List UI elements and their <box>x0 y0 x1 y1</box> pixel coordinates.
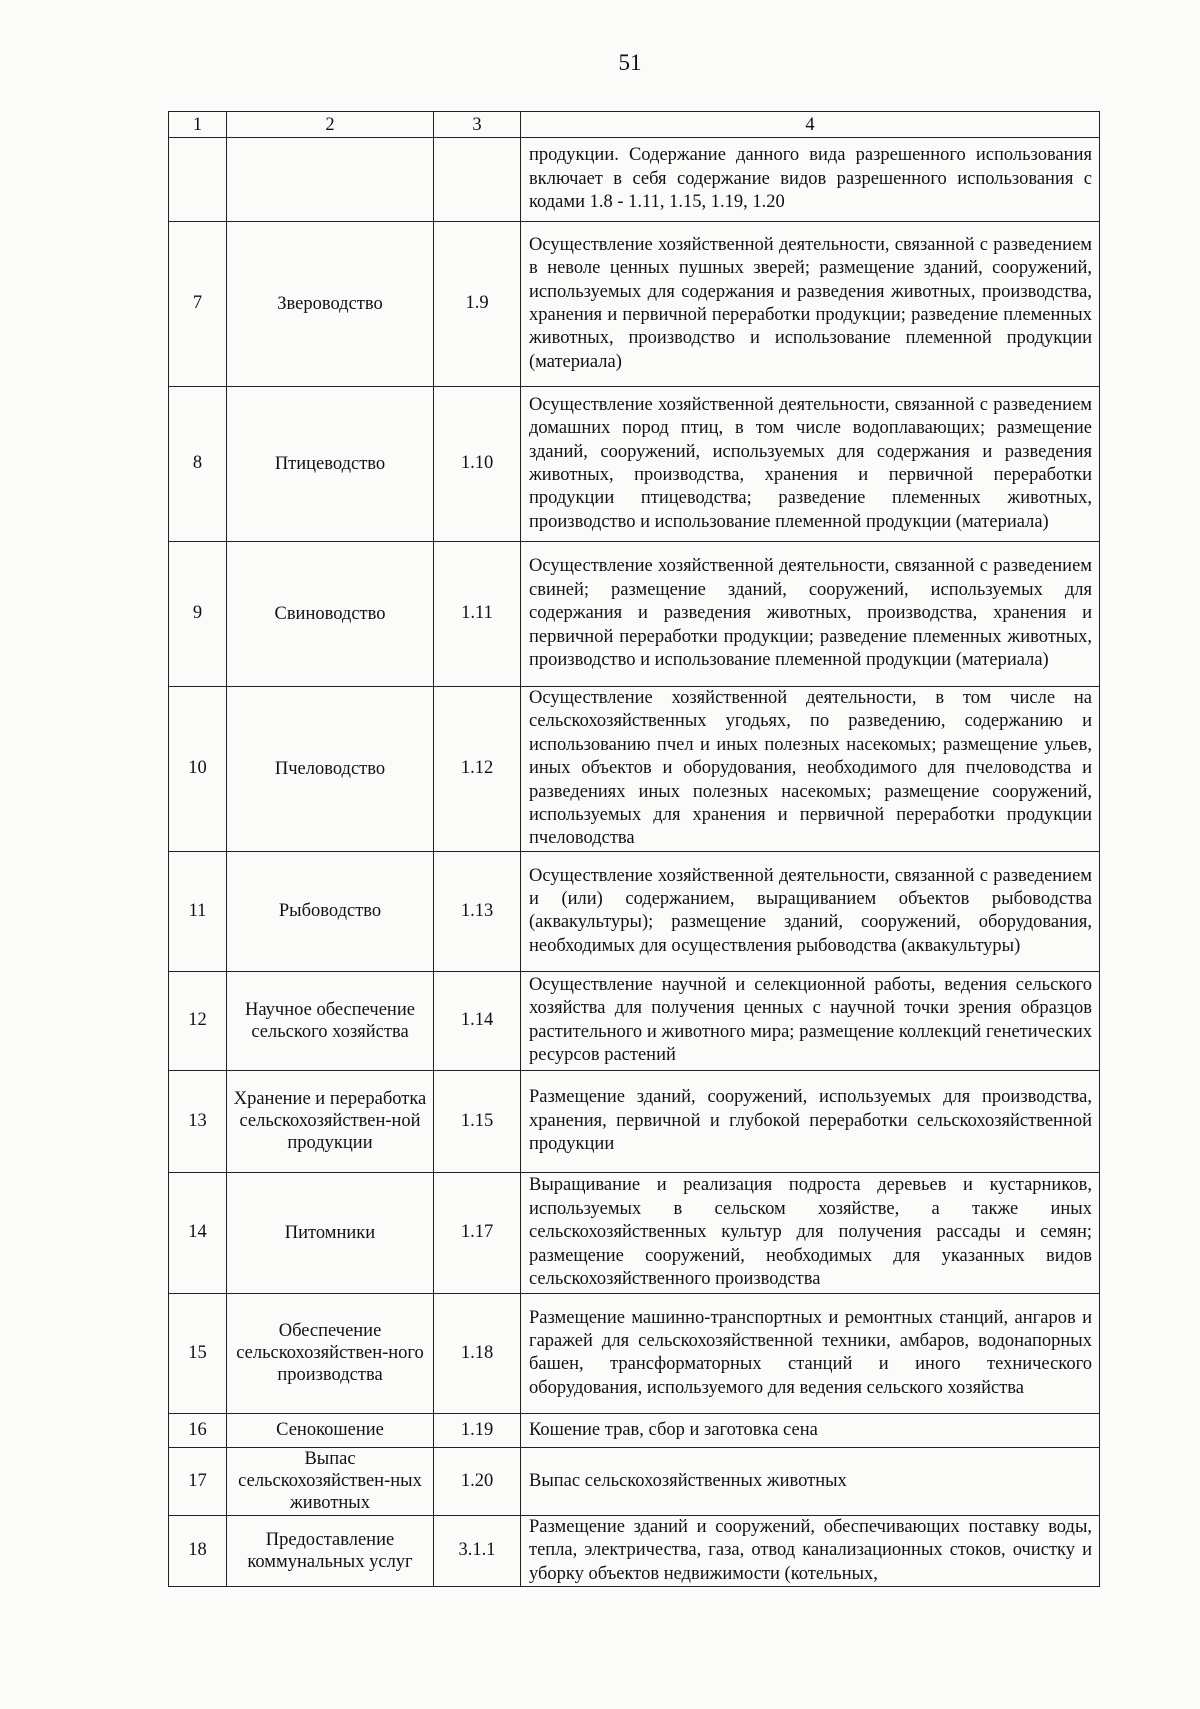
row-number: 18 <box>169 1515 227 1586</box>
row-number: 15 <box>169 1293 227 1413</box>
row-code: 1.9 <box>434 222 521 387</box>
row-cont-code <box>434 138 521 222</box>
table-row <box>169 1413 1100 1447</box>
row-number: 12 <box>169 971 227 1070</box>
table-row <box>169 222 1100 387</box>
row-code: 1.14 <box>434 971 521 1070</box>
row-description: Осуществление хозяйственной деятельности, связанной с разведением в неволе ценных пушных зверей; размещение зданий, сооружений, используемых для содержания и разведения животных, производства, хранения и первичной переработки продукции; разведение племенных животных, производство и использование племенной продукции (материала) <box>521 222 1100 387</box>
row-name: Выпас сельскохозяйствен-ных животных <box>227 1447 434 1515</box>
row-number: 8 <box>169 387 227 542</box>
row-number: 11 <box>169 851 227 971</box>
row-number: 13 <box>169 1070 227 1172</box>
row-code: 1.12 <box>434 687 521 852</box>
row-name: Сенокошение <box>227 1413 434 1447</box>
table-header-row <box>169 112 1100 138</box>
table-row <box>169 387 1100 542</box>
row-name: Предоставление коммунальных услуг <box>227 1515 434 1586</box>
row-description: Выращивание и реализация подроста деревьев и кустарников, используемых в сельском хозяйстве, а также иных сельскохозяйственных культур для получения рассады и семян; размещение сооружений, необходимых для указанных видов сельскохозяйственного производства <box>521 1172 1100 1293</box>
row-code: 1.17 <box>434 1172 521 1293</box>
row-code: 1.13 <box>434 851 521 971</box>
row-number: 9 <box>169 542 227 687</box>
table-row <box>169 1172 1100 1293</box>
row-name: Питомники <box>227 1172 434 1293</box>
row-number: 16 <box>169 1413 227 1447</box>
row-name: Обеспечение сельскохозяйствен-ного производства <box>227 1293 434 1413</box>
row-number: 7 <box>169 222 227 387</box>
row-description: Размещение зданий и сооружений, обеспечивающих поставку воды, тепла, электричества, газа, отвод канализационных стоков, очистку и уборку объектов недвижимости (котельных, <box>521 1515 1100 1586</box>
table-row <box>169 1070 1100 1172</box>
table-row <box>169 687 1100 852</box>
header-col-4: 4 <box>521 112 1100 138</box>
table-row <box>169 851 1100 971</box>
row-description: Выпас сельскохозяйственных животных <box>521 1447 1100 1515</box>
land-use-table <box>168 111 1100 1587</box>
row-cont-desc: продукции. Содержание данного вида разрешенного использования включает в себя содержание видов разрешенного использования с кодами 1.8 - 1.11, 1.15, 1.19, 1.20 <box>521 138 1100 222</box>
row-description: Кошение трав, сбор и заготовка сена <box>521 1413 1100 1447</box>
row-number: 17 <box>169 1447 227 1515</box>
row-name: Птицеводство <box>227 387 434 542</box>
row-description: Размещение зданий, сооружений, используемых для производства, хранения, первичной и глубокой переработки сельскохозяйственной продукции <box>521 1070 1100 1172</box>
row-code: 3.1.1 <box>434 1515 521 1586</box>
row-description: Осуществление хозяйственной деятельности, связанной с разведением домашних пород птиц, в том числе водоплавающих; размещение зданий, сооружений, используемых для содержания и разведения животных, производства, хранения и первичной переработки продукции птицеводства; разведение племенных животных, производство и использование племенной продукции (материала) <box>521 387 1100 542</box>
header-col-3: 3 <box>434 112 521 138</box>
row-name: Хранение и переработка сельскохозяйствен-ной продукции <box>227 1070 434 1172</box>
row-description: Осуществление хозяйственной деятельности, связанной с разведением и (или) содержанием, выращиванием объектов рыбоводства (аквакультуры); размещение зданий, сооружений, оборудования, необходимых для осуществления рыбоводства (аквакультуры) <box>521 851 1100 971</box>
row-number: 10 <box>169 687 227 852</box>
row-name: Рыбоводство <box>227 851 434 971</box>
row-code: 1.11 <box>434 542 521 687</box>
table-row <box>169 542 1100 687</box>
row-code: 1.18 <box>434 1293 521 1413</box>
row-description: Размещение машинно-транспортных и ремонтных станций, ангаров и гаражей для сельскохозяйственной техники, амбаров, водонапорных башен, трансформаторных станций и иного технического оборудования, используемого для ведения сельского хозяйства <box>521 1293 1100 1413</box>
row-description: Осуществление хозяйственной деятельности, в том числе на сельскохозяйственных угодьях, по разведению, содержанию и использованию пчел и иных полезных насекомых; размещение ульев, иных объектов и оборудования, необходимого для пчеловодства и разведениях иных полезных насекомых; размещение сооружений, используемых для хранения и первичной переработки продукции пчеловодства <box>521 687 1100 852</box>
row-code: 1.20 <box>434 1447 521 1515</box>
row-code: 1.15 <box>434 1070 521 1172</box>
row-name: Звероводство <box>227 222 434 387</box>
table-row-continuation <box>169 138 1100 222</box>
row-code: 1.19 <box>434 1413 521 1447</box>
table-row <box>169 1515 1100 1586</box>
header-col-1: 1 <box>169 112 227 138</box>
page-number: 51 <box>618 50 642 75</box>
row-name: Свиноводство <box>227 542 434 687</box>
table-row <box>169 971 1100 1070</box>
table-row <box>169 1447 1100 1515</box>
row-name: Пчеловодство <box>227 687 434 852</box>
row-name: Научное обеспечение сельского хозяйства <box>227 971 434 1070</box>
row-code: 1.10 <box>434 387 521 542</box>
row-cont-name <box>227 138 434 222</box>
row-number: 14 <box>169 1172 227 1293</box>
table-row <box>169 1293 1100 1413</box>
header-col-2: 2 <box>227 112 434 138</box>
row-description: Осуществление научной и селекционной работы, ведения сельского хозяйства для получения ценных с научной точки зрения образцов растительного и животного мира; размещение коллекций генетических ресурсов растений <box>521 971 1100 1070</box>
row-description: Осуществление хозяйственной деятельности, связанной с разведением свиней; размещение зданий, сооружений, используемых для содержания и разведения животных, производства, хранения и первичной переработки продукции; разведение племенных животных, производство и использование племенной продукции (материала) <box>521 542 1100 687</box>
row-cont-num <box>169 138 227 222</box>
